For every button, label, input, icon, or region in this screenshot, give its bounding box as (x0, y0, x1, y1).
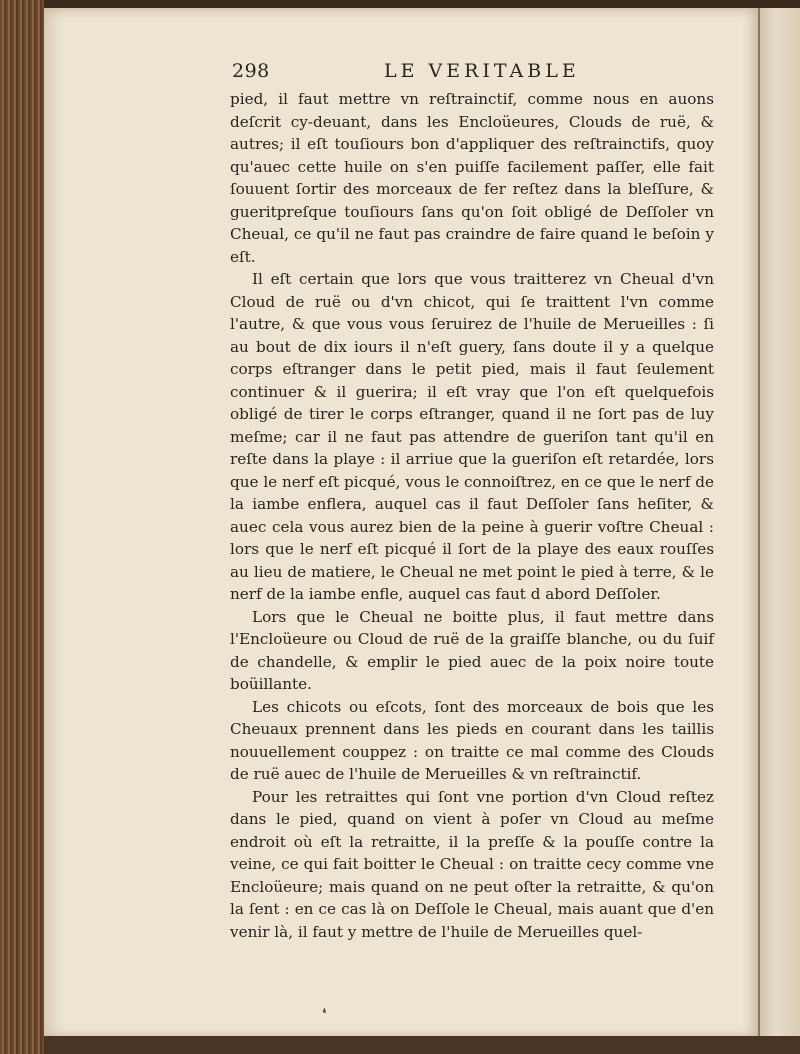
page-number: 298 (232, 60, 270, 82)
running-title: LE VERITABLE (384, 60, 580, 82)
bottom-edge (44, 1036, 800, 1054)
page-header (232, 60, 712, 88)
paragraph-4: Les chicots ou eſcots, ſont des morceaux de bois que les Cheuaux prennent dans les pieds en courant dans les taillis nouuellement couppez : on traitte ce mal comme des Clouds de ruë auec de l'huile de Merueilles & vn reſtrainctif. (230, 697, 714, 783)
next-page-edge (758, 8, 800, 1042)
paragraph-5: Pour les retraittes qui ſont vne portion d'vn Cloud reſtez dans le pied, quand on vient à poſer vn Cloud au meſme endroit où eſt la retraitte, il la preſſe & la pouſſe contre la veine, ce qui fait boitter le Cheual : on traitte cecy comme vne Encloüeure; mais quand on ne peut oſter la retraitte, & qu'on la ſent : en ce cas là on Deſſole le Cheual, mais auant que d'en venir là, il faut y mettre de l'huile de Merueilles quel- (230, 787, 714, 941)
paragraph-1: pied, il faut mettre vn reſtrainctif, comme nous en auons deſcrit cy-deuant, dans les Encloüeures, Clouds de ruë, & autres; il eſt touſiours bon d'appliquer des reſtrainctifs, quoy qu'auec cette huile on s'en puiſſe facilement paſſer, elle fait ſouuent ſortir des morceaux de fer reſtez dans la bleſſure, & gueritpreſque touſiours ſans qu'on ſoit obligé de Deſſoler vn Cheual, ce qu'il ne faut pas craindre de faire quand le beſoin y eſt. (230, 90, 714, 266)
paragraph-3: Lors que le Cheual ne boitte plus, il faut mettre dans l'Encloüeure ou Cloud de ruë de la graiſſe blanche, ou du ſuif de chandelle, & emplir le pied auec de la poix noire toute boüillante. (230, 607, 714, 693)
book-edge-left (0, 0, 44, 1054)
body-text (230, 88, 714, 943)
paragraph-2: Il eſt certain que lors que vous traitterez vn Cheual d'vn Cloud de ruë ou d'vn chicot, qui ſe traittent l'vn comme l'autre, & que vous vous ſeruirez de l'huile de Merueilles : ſi au bout de dix iours il n'eſt guery, ſans doute il y a quelque corps eſtranger dans le petit pied, mais il faut ſeulement continuer & il guerira; il eſt vray que l'on eſt quelquefois obligé de tirer le corps eſtranger, quand il ne ſort pas de luy meſme; car il ne faut pas attendre de gueriſon tant qu'il en reſte dans la playe : il arriue que la gueriſon eſt retardée, lors que le nerf eſt picqué, vous le connoiſtrez, en ce que le nerf de la iambe enflera, auquel cas il faut Deſſoler ſans heſiter, & auec cela vous aurez bien de la peine à guerir voſtre Cheual : lors que le nerf eſt picqué il ſort de la playe des eaux rouſſes au lieu de matiere, le Cheual ne met point le pied à terre, & le nerf de la iambe enfle, auquel cas faut d abord Deſſoler. (230, 270, 714, 603)
ink-smudge-mark: ❛ (322, 1006, 327, 1022)
